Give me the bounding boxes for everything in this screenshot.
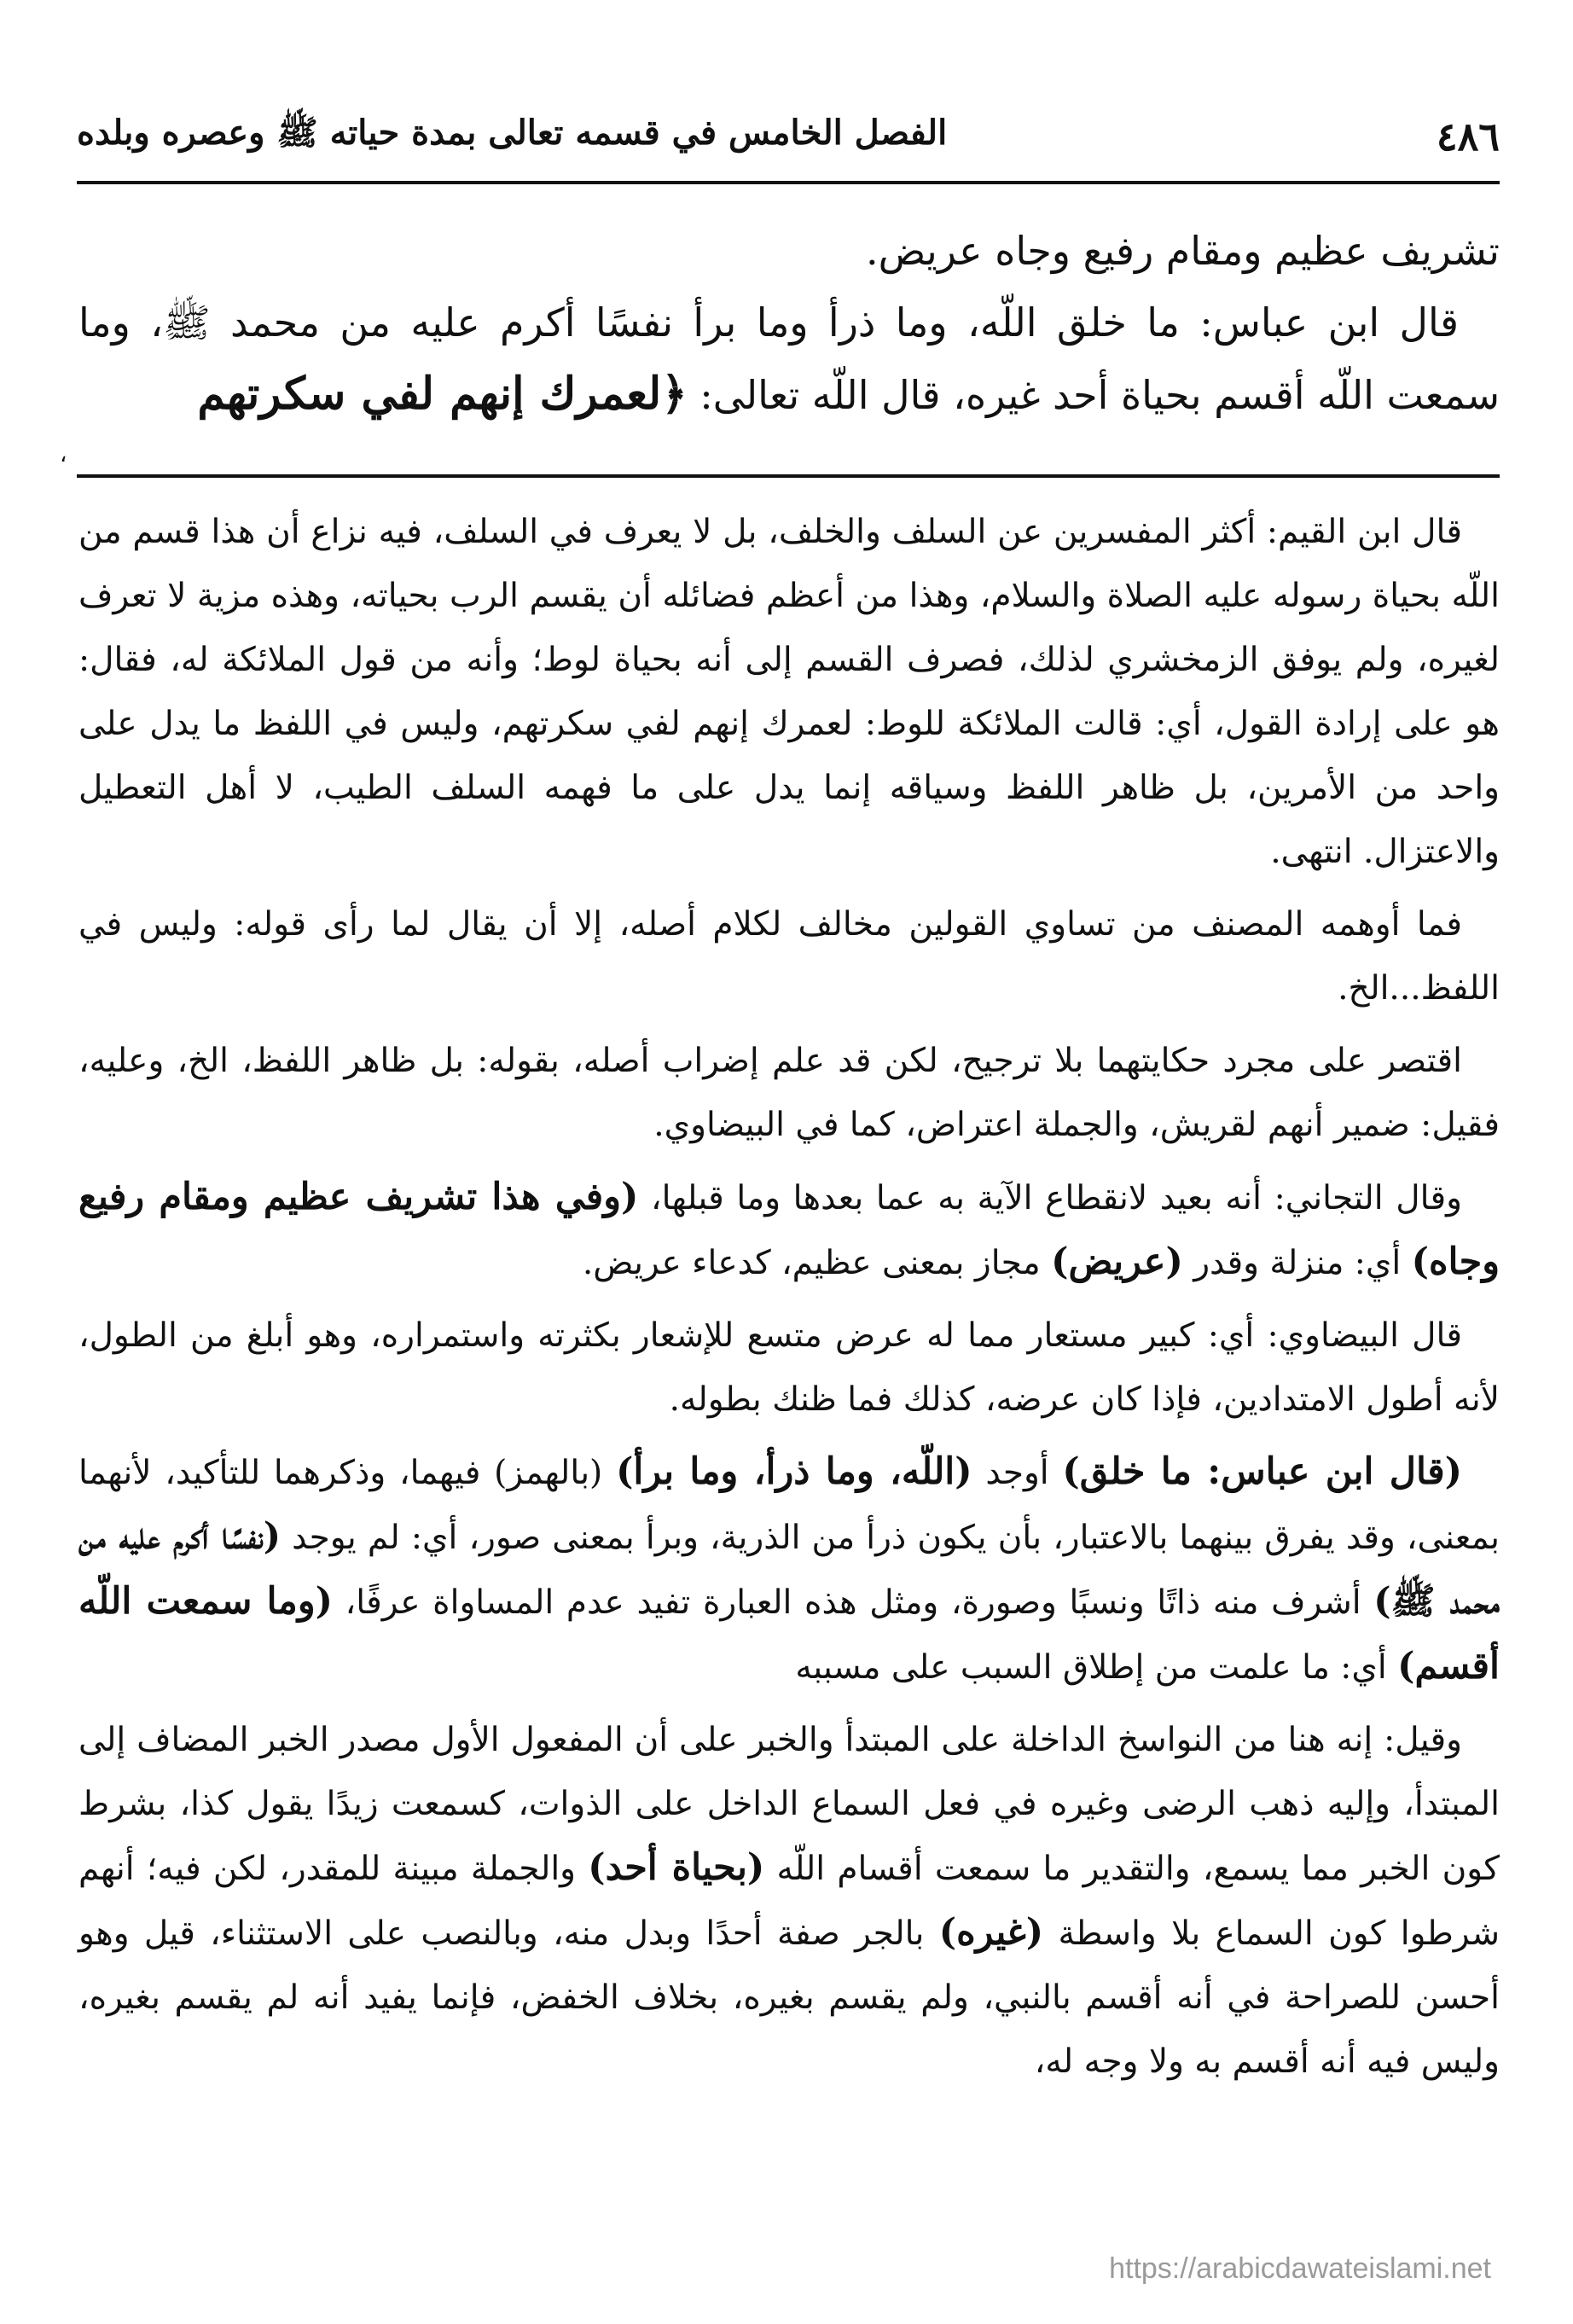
matn-quote: (وفي هذا تشريف عظيم ومقام رفيع وجاه) <box>78 1176 1500 1283</box>
commentary-paragraph <box>78 1165 1500 1295</box>
page-header <box>77 109 1500 164</box>
commentary-text-run: بالجر صفة أحدًا وبدل منه، وبالنصب على الاستثناء، قيل وهو أحسن للصراحة في أنه أقسم بالنبي، ولم يقسم بغيره، بخلاف الخفض، فإنما يفيد أنه لم يقسم بغيره، وليس فيه أنه أقسم به ولا وجه له، <box>78 1914 1500 2081</box>
commentary-text-run: (بالهمز) فيهما، وذكرهما للتأكيد، لأنهما بمعنى، وقد يفرق بينهما بالاعتبار، بأن يكون ذرأ من الذرية، وبرأ بمعنى صور، أي: لم يوجد <box>78 1454 1500 1557</box>
page-number: ٤٨٦ <box>1436 113 1500 160</box>
commentary-text-run: أي: ما علمت من إطلاق السبب على مسببه <box>795 1648 1398 1687</box>
margin-mark: ، <box>60 442 67 468</box>
matn-quote: (اللّه، وما ذرأ، وما برأ) <box>616 1450 972 1493</box>
matn-quote: (بحياة أحد) <box>588 1846 765 1889</box>
commentary-text <box>78 500 1500 2094</box>
header-divider <box>77 181 1500 184</box>
quran-verse: ﴿لعمرك إنهم لفي سكرتهم <box>197 368 688 420</box>
matn-quote: (عريض) <box>1051 1240 1183 1283</box>
commentary-text-run: أي: منزلة وقدر <box>1182 1244 1412 1282</box>
commentary-divider <box>77 474 1500 478</box>
commentary-text-run: وقال التجاني: أنه بعيد لانقطاع الآية به عما بعدها وما قبلها، <box>638 1179 1462 1217</box>
main-text <box>78 215 1500 431</box>
matn-quote: (غيره) <box>938 1911 1044 1954</box>
commentary-text-run: أشرف منه ذاتًا ونسبًا وصورة، ومثل هذه العبارة تفيد عدم المساواة عرفًا، <box>332 1583 1374 1622</box>
commentary-text-run: والجملة مبينة للمقدر، لكن فيه؛ أنهم شرطوا كون السماع بلا واسطة <box>78 1850 1500 1953</box>
chapter-title: الفصل الخامس في قسمه تعالى بمدة حياته ﷺ وعصره وبلده <box>77 113 948 153</box>
commentary-text-run: مجاز بمعنى عظيم، كدعاء عريض. <box>582 1244 1052 1282</box>
commentary-paragraph <box>78 1440 1500 1699</box>
commentary-paragraph: قال البيضاوي: أي: كبير مستعار مما له عرض متسع للإشعار بكثرته واستمراره، وهو أبلغ من الطول، لأنه أطول الامتدادين، فإذا كان عرضه، كذلك فما ظنك بطوله. <box>78 1316 1500 1419</box>
commentary-paragraph: قال ابن القيم: أكثر المفسرين عن السلف والخلف، بل لا يعرف في السلف، فيه نزاع أن هذا قسم من اللّه بحياة رسوله عليه الصلاة والسلام، وهذا من أعظم فضائله أن يقسم الرب بحياته، وهذه مزية لا تعرف لغيره، ولم يوفق الزمخشري لذلك، فصرف القسم إلى أنه بحياة لوط؛ وأنه من قول الملائكة له، فقال: هو على إرادة القول، أي: قالت الملائكة للوط: لعمرك إنهم لفي سكرتهم، وليس في اللفظ ما يدل على واحد من الأمرين، بل ظاهر اللفظ وسياقه إنما يدل على ما فهمه السلف الطيب، لا أهل التعطيل والاعتزال. انتهى. <box>78 513 1500 871</box>
main-line: تشريف عظيم ومقام رفيع وجاه عريض. <box>866 228 1500 274</box>
commentary-paragraph: فما أوهمه المصنف من تساوي القولين مخالف لكلام أصله، إلا أن يقال لما رأى قوله: وليس في اللفظ...الخ. <box>78 905 1500 1008</box>
watermark-url: https://arabicdawateislami.net <box>1109 2252 1491 2285</box>
matn-quote: (قال ابن عباس: ما خلق) <box>1062 1450 1463 1493</box>
commentary-text-run: أوجد <box>972 1454 1063 1492</box>
commentary-paragraph <box>78 1708 1500 2094</box>
commentary-text-run: وقيل: إنه هنا من النواسخ الداخلة على المبتدأ والخبر على أن المفعول الأول مصدر الخبر المضاف إلى المبتدأ، وإليه ذهب الرضى وغيره في فعل السماع الداخل على الذوات، كسمعت زيدًا يقول كذا، بشرط كون الخبر مما يسمع، والتقدير ما سمعت أقسام اللّه <box>78 1721 1500 1888</box>
main-paragraph <box>78 287 1500 431</box>
matn-quote: (نفسًا أكرم عليه من محمد ﷺ) <box>78 1515 1500 1623</box>
main-paragraph-text: قال ابن عباس: ما خلق اللّه، وما ذرأ وما برأ نفسًا أكرم عليه من محمد ﷺ، وما سمعت اللّه أقسم بحياة أحد غيره، قال اللّه تعالى: <box>78 299 1500 418</box>
commentary-paragraph: اقتصر على مجرد حكايتهما بلا ترجيح، لكن قد علم إضراب أصله، بقوله: بل ظاهر اللفظ، الخ، وعليه، فقيل: ضمير أنهم لقريش، والجملة اعتراض، كما في البيضاوي. <box>78 1042 1500 1144</box>
matn-quote: (وما سمعت اللّه أقسم) <box>78 1580 1500 1688</box>
